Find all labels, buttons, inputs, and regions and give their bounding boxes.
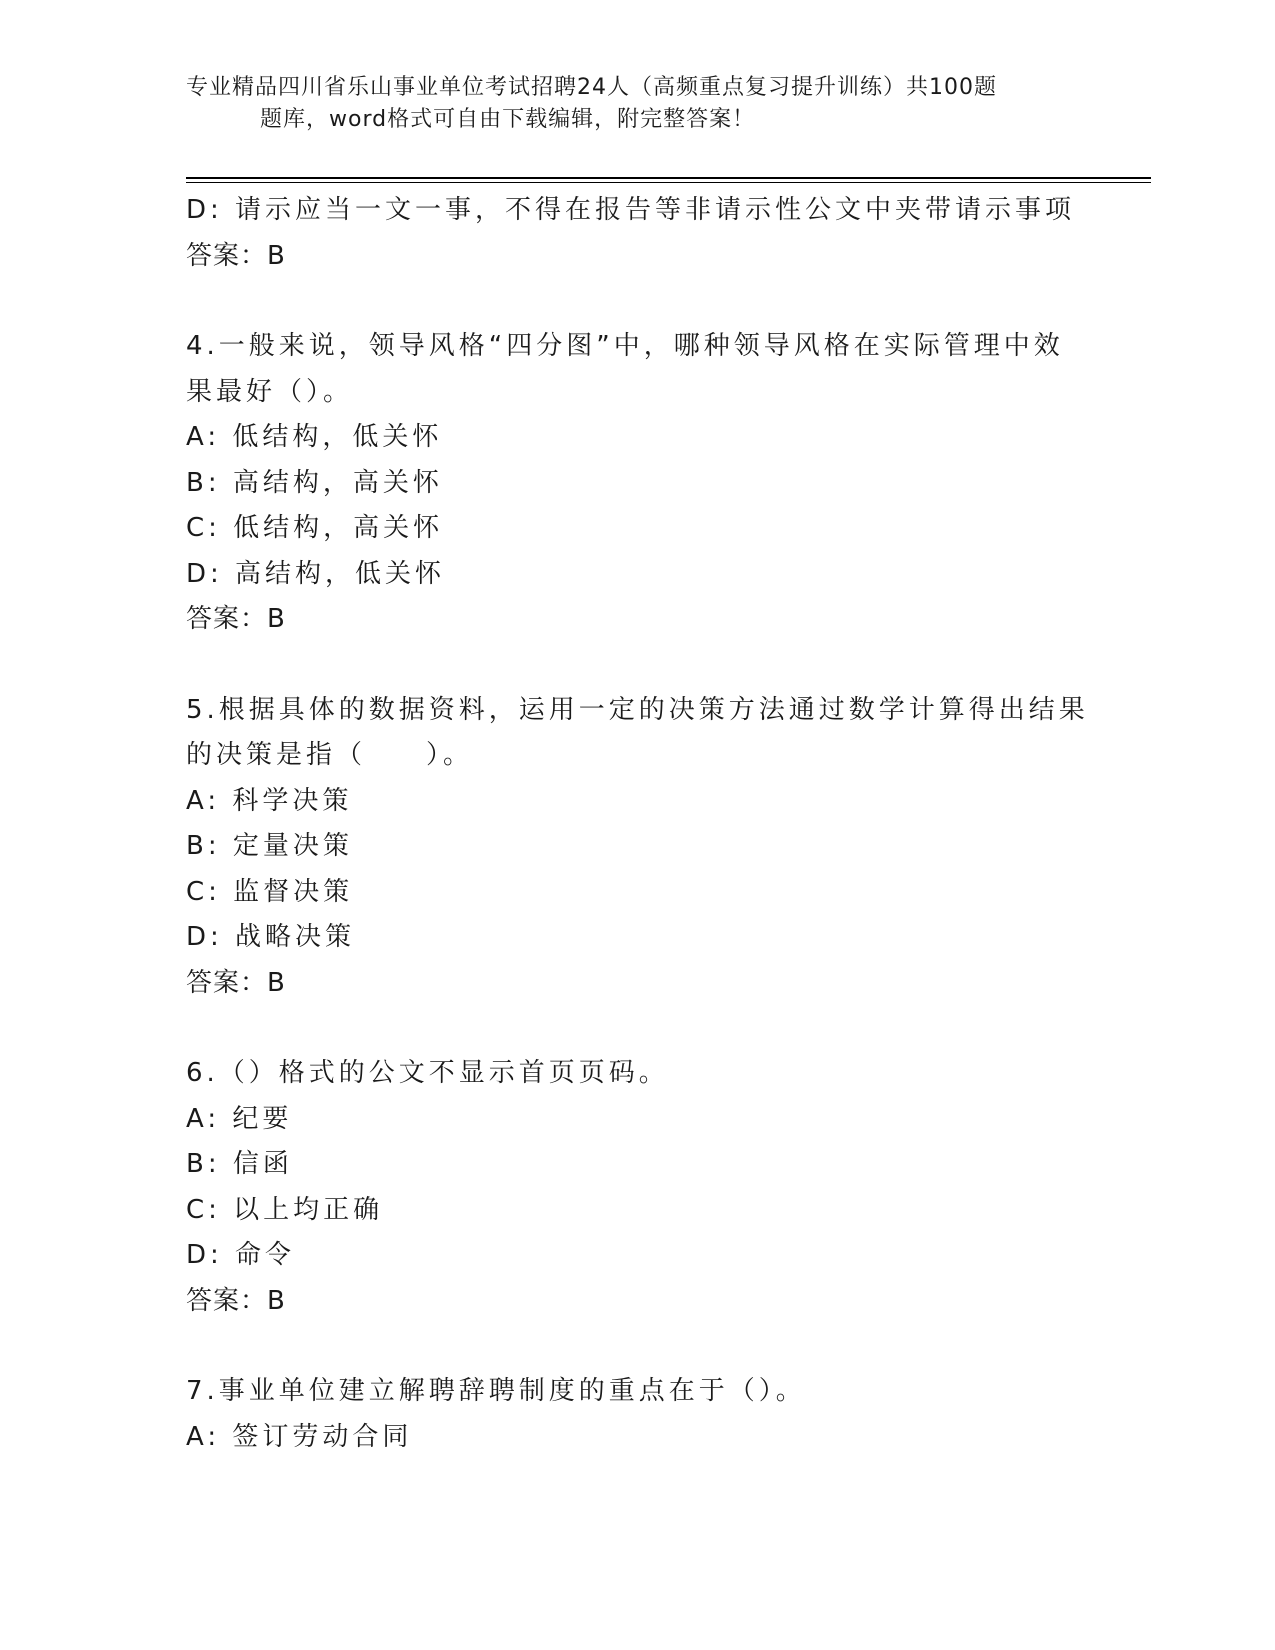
question-content (186, 188, 1089, 1460)
spacer (186, 1006, 1086, 1051)
q5-stem-line1: 5.根据具体的数据资料，运用一定的决策方法通过数学计算得出结果 (186, 694, 1089, 725)
header-divider-thin (186, 182, 1151, 183)
q4-option-b: B: 高结构，高关怀 (186, 467, 443, 498)
q6-option-b: B: 信函 (186, 1149, 293, 1179)
q6-option-d: D: 命令 (186, 1240, 296, 1270)
q5-option-a: A: 科学决策 (186, 785, 353, 816)
q5-answer: 答案：B (186, 967, 286, 998)
q6-answer: 答案：B (186, 1285, 286, 1316)
header-divider-thick (186, 177, 1151, 179)
q7-option-a: A: 签订劳动合同 (186, 1421, 413, 1452)
q6-option-c: C: 以上均正确 (186, 1194, 384, 1225)
q4-option-c: C: 低结构，高关怀 (186, 513, 444, 543)
q4-option-d: D: 高结构，低关怀 (186, 558, 446, 589)
q4-option-a: A: 低结构，低关怀 (186, 422, 443, 452)
q5-option-c: C: 监督决策 (186, 876, 354, 907)
q4-answer: 答案：B (186, 604, 286, 634)
spacer (186, 1324, 1086, 1369)
q5-option-d: D: 战略决策 (186, 922, 356, 952)
header-title-line2: 题库，word格式可自由下载编辑，附完整答案！ (260, 107, 756, 132)
header-title-line1: 专业精品四川省乐山事业单位考试招聘24人（高频重点复习提升训练）共100题 (186, 75, 997, 100)
prev-answer: 答案：B (186, 240, 286, 271)
q4-stem-line2: 果最好（）。 (186, 376, 354, 407)
q6-option-a: A: 纪要 (186, 1103, 293, 1134)
document-header (186, 72, 1086, 136)
spacer (186, 643, 1086, 688)
q7-stem-line1: 7.事业单位建立解聘辞聘制度的重点在于（）。 (186, 1376, 806, 1406)
q6-stem-line1: 6.（）格式的公文不显示首页页码。 (186, 1058, 669, 1088)
q4-stem-line1: 4.一般来说，领导风格“四分图”中，哪种领导风格在实际管理中效 (186, 331, 1064, 361)
spacer (186, 279, 1086, 324)
prev-option-d: D: 请示应当一文一事，不得在报告等非请示性公文中夹带请示事项 (186, 195, 1076, 225)
q5-stem-line2: 的决策是指（ ）。 (186, 740, 474, 770)
q5-option-b: B: 定量决策 (186, 831, 353, 861)
